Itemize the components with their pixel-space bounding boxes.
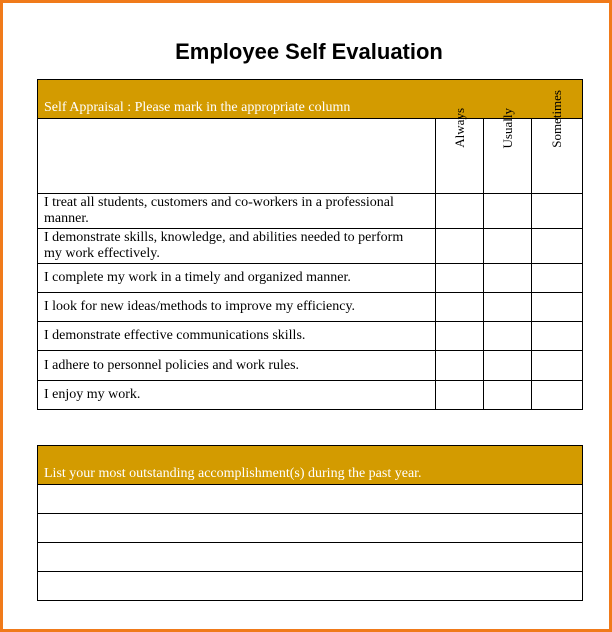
page-title: Employee Self Evaluation	[175, 39, 443, 64]
statement-line: I demonstrate effective communications skills.	[44, 328, 306, 343]
rating-cell-always[interactable]	[436, 194, 484, 229]
accomplishments-header: List your most outstanding accomplishment(s) during the past year.	[38, 446, 583, 485]
rating-cell-sometimes[interactable]	[532, 351, 583, 381]
statement-line: I look for new ideas/methods to improve my efficiency.	[44, 299, 356, 314]
statement-line: I complete my work in a timely and organized manner.	[44, 270, 351, 285]
table-row	[38, 381, 583, 410]
rating-cell-always[interactable]	[436, 229, 484, 264]
column-header-sometimes	[532, 90, 583, 194]
rating-cell-sometimes[interactable]	[532, 381, 583, 410]
statement-cell	[38, 229, 436, 264]
rating-cell-sometimes[interactable]	[532, 322, 583, 351]
rating-cell-usually[interactable]	[484, 351, 532, 381]
rating-cell-usually[interactable]	[484, 293, 532, 322]
rating-cell-always[interactable]	[436, 322, 484, 351]
accomplishments-table	[37, 445, 583, 601]
column-label-always: Always	[451, 108, 467, 148]
table-row	[38, 322, 583, 351]
rating-cell-usually[interactable]	[484, 322, 532, 351]
statement-line: my work effectively.	[44, 246, 160, 261]
rating-cell-sometimes[interactable]	[532, 293, 583, 322]
accomplishment-line[interactable]	[38, 485, 583, 514]
rating-cell-always[interactable]	[436, 264, 484, 293]
table-row	[38, 264, 583, 293]
rating-cell-usually[interactable]	[484, 264, 532, 293]
statement-cell	[38, 194, 436, 229]
rating-cell-usually[interactable]	[484, 381, 532, 410]
table-row	[38, 229, 583, 264]
statement-cell	[38, 293, 436, 322]
rating-cell-usually[interactable]	[484, 194, 532, 229]
rating-cell-always[interactable]	[436, 293, 484, 322]
rating-cell-usually[interactable]	[484, 229, 532, 264]
statement-line: I adhere to personnel policies and work rules.	[44, 357, 300, 373]
statement-line: I demonstrate skills, knowledge, and abilities needed to perform	[44, 230, 404, 245]
rating-cell-sometimes[interactable]	[532, 194, 583, 229]
accomplishment-line[interactable]	[38, 572, 583, 601]
statement-cell	[38, 264, 436, 293]
statement-cell	[38, 381, 436, 410]
column-label-usually: Usually	[499, 107, 515, 148]
table-row	[38, 293, 583, 322]
column-label-sometimes: Sometimes	[549, 90, 565, 148]
statement-line: I treat all students, customers and co-workers in a professional	[44, 195, 394, 210]
column-header-blank	[38, 119, 436, 194]
statement-cell	[38, 351, 436, 381]
rating-cell-sometimes[interactable]	[532, 264, 583, 293]
accomplishment-line[interactable]	[38, 514, 583, 543]
rating-cell-sometimes[interactable]	[532, 229, 583, 264]
self-appraisal-table	[37, 79, 583, 410]
rating-cell-always[interactable]	[436, 381, 484, 410]
column-header-usually	[484, 107, 532, 194]
statement-cell	[38, 322, 436, 351]
statement-line: I enjoy my work.	[44, 387, 141, 402]
self-appraisal-header: Self Appraisal : Please mark in the appropriate column	[38, 80, 583, 119]
accomplishment-line[interactable]	[38, 543, 583, 572]
table-row	[38, 194, 583, 229]
column-header-always	[436, 108, 484, 194]
rating-cell-always[interactable]	[436, 351, 484, 381]
statement-line: manner.	[44, 211, 89, 226]
table-row	[38, 351, 583, 381]
